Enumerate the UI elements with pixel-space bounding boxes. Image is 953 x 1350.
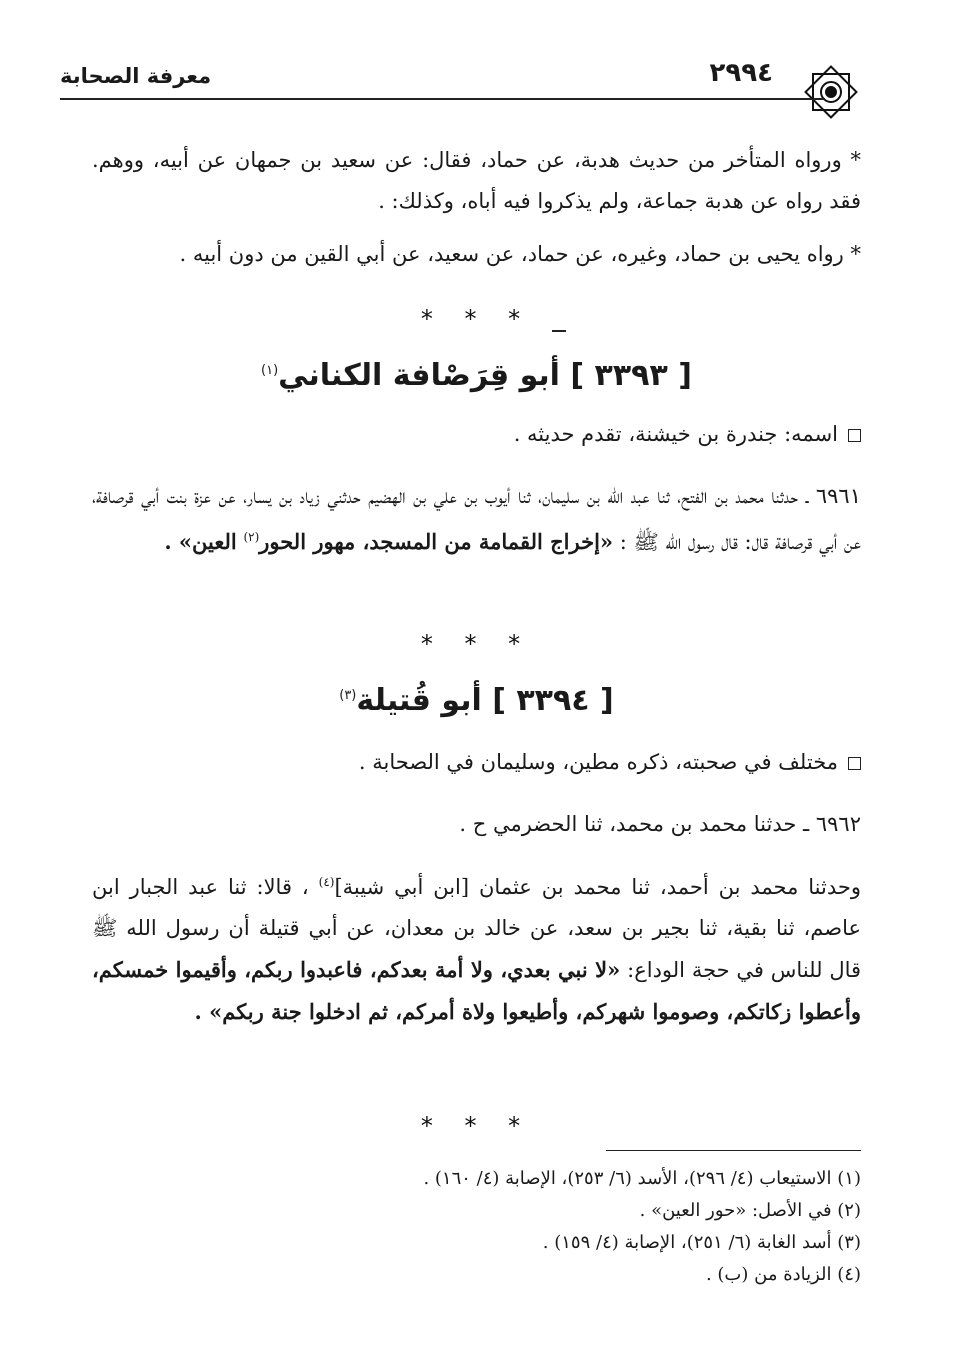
page-number: ٢٩٩٤ <box>709 58 773 88</box>
hadith-6961 <box>92 476 861 563</box>
chain-part-b: ، قالا: ثنا عبد الجبار ابن عاصم، ثنا بقية، ثنا بجير بن سعد، عن خالد بن معدان، عن أبي قتيلة أن رسول الله ﷺ قال للناس في حجة الوداع: <box>92 875 862 982</box>
footnote-ref: (٤) <box>318 875 335 889</box>
book-title: معرفة الصحابة <box>60 64 212 88</box>
footnote-ref: (٣) <box>339 688 357 703</box>
footnote-ref: (٢) <box>243 530 260 544</box>
ornament-icon <box>801 62 861 122</box>
hadith-chain: ٦٩٦١ ـ حدثنا محمد بن الفتح، ثنا عبد الله بن سليمان، ثنا أيوب بن علي بن الهضيم حدثني زياد بن يسار، عن عزة بنت أبي قرصافة، عن أبي قرصافة قال: قال رسول الله ﷺ : <box>92 484 861 554</box>
chain-part-a: وحدثنا محمد بن أحمد، ثنا محمد بن عثمان [ابن أبي شيبة] <box>334 875 861 899</box>
small-dash <box>552 330 566 332</box>
top-paragraphs <box>92 140 861 275</box>
section-separator: * * * <box>420 305 533 333</box>
paragraph: * رواه يحيى بن حماد، وغيره، عن حماد، عن سعيد، عن أبي القين من دون أبيه . <box>179 242 861 266</box>
hadith-6962-body <box>92 862 861 1033</box>
hadith-quote-end: العين» . <box>164 529 237 554</box>
info-line <box>359 750 861 774</box>
hadith-6962-line: ٦٩٦٢ ـ حدثنا محمد بن محمد، ثنا الحضرمي ح . <box>459 812 861 836</box>
footnote-ref: (١) <box>261 363 279 378</box>
name-line <box>514 422 861 446</box>
entry-title: [ ٣٣٩٤ ] أبو قُتيلة <box>356 683 614 718</box>
hadith-quote: «إخراج القمامة من المسجد، مهور الحور <box>259 529 614 554</box>
footnote: (٢) في الأصل: «حور العين» . <box>639 1200 861 1221</box>
name-text: اسمه: جندرة بن خيشنة، تقدم حديثه . <box>513 422 838 446</box>
square-bullet-icon <box>848 429 861 442</box>
entry-heading <box>0 358 953 393</box>
footnote: (١) الاستيعاب (٤/ ٢٩٦)، الأسد (٦/ ٢٥٣)، الإصابة (٤/ ١٦٠) . <box>423 1168 861 1189</box>
footnote-rule <box>606 1150 861 1151</box>
footnote: (٤) الزيادة من (ب) . <box>705 1264 861 1285</box>
section-separator: * * * <box>420 630 533 658</box>
entry-title: [ ٣٣٩٣ ] أبو قِرَصْافة الكناني <box>278 358 692 393</box>
page-header <box>60 56 861 100</box>
footnote: (٣) أسد الغابة (٦/ ٢٥١)، الإصابة (٤/ ١٥٩) . <box>542 1232 861 1253</box>
entry-heading <box>0 683 953 718</box>
hadith-quote: «لا نبي بعدي، ولا أمة بعدكم، فاعبدوا ربكم، وأقيموا خمسكم، وأعطوا زكاتكم، وصوموا شهركم، وأطيعوا ولاة أمركم، ثم ادخلوا جنة ربكم» . <box>92 957 861 1024</box>
header-rule <box>60 98 825 100</box>
paragraph: * ورواه المتأخر من حديث هدبة، عن حماد، فقال: عن سعيد بن جمهان عن أبيه، ووهم. فقد رواه عن هدبة جماعة، ولم يذكروا فيه أباه، وكذلك: . <box>92 148 861 213</box>
square-bullet-icon <box>848 757 861 770</box>
footnotes <box>423 1163 861 1291</box>
section-separator: * * * <box>420 1112 533 1140</box>
info-text: مختلف في صحبته، ذكره مطين، وسليمان في الصحابة . <box>358 750 838 774</box>
